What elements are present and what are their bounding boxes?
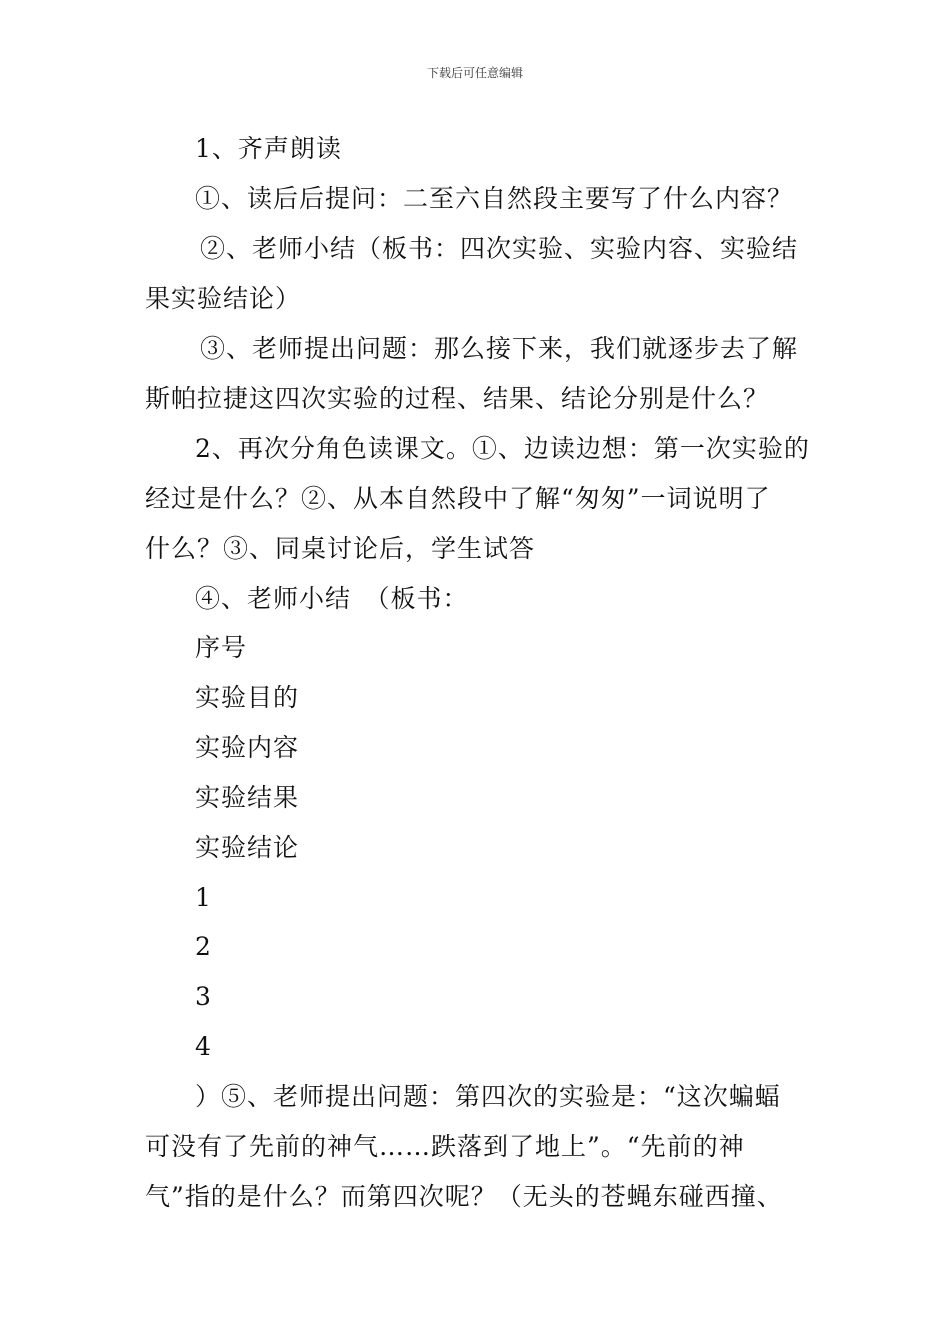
paragraph-line: ④、老师小结 （板书： [195, 584, 469, 613]
paragraph-line: 什么？③、同桌讨论后，学生试答 [145, 534, 536, 563]
table-label-line: 序号 [195, 633, 248, 662]
paragraph-line: 1、齐声朗读 [195, 134, 342, 163]
paragraph-line: 果实验结论） [145, 284, 302, 313]
paragraph-line: ①、读后后提问：二至六自然段主要写了什么内容？ [195, 184, 794, 213]
page-header: 下载后可任意编辑 [426, 66, 523, 80]
paragraph-line: 斯帕拉捷这四次实验的过程、结果、结论分别是什么？ [145, 384, 770, 413]
paragraph-line: ②、老师小结（板书：四次实验、实验内容、实验结 [200, 234, 799, 263]
table-label-line: 实验内容 [195, 733, 300, 762]
paragraph-line: 经过是什么？②、从本自然段中了解“匆匆”一词说明了 [145, 484, 771, 513]
table-label-line: 实验结论 [195, 833, 300, 862]
table-label-line: 实验目的 [195, 683, 300, 712]
paragraph-line: 2、再次分角色读课文。①、边读边想：第一次实验的 [195, 434, 810, 463]
table-number-line: 4 [195, 1032, 212, 1061]
table-number-line: 1 [195, 883, 212, 912]
paragraph-line: ③、老师提出问题：那么接下来，我们就逐步去了解 [200, 334, 799, 363]
table-label-line: 实验结果 [195, 783, 300, 812]
paragraph-line: 气”指的是什么？而第四次呢？（无头的苍蝇东碰西撞、 [145, 1182, 783, 1211]
table-number-line: 2 [195, 932, 212, 961]
paragraph-line: 可没有了先前的神气……跌落到了地上”。“先前的神 [145, 1132, 745, 1161]
table-number-line: 3 [195, 982, 212, 1011]
paragraph-line: ）⑤、老师提出问题：第四次的实验是：“这次蝙蝠 [195, 1082, 781, 1111]
